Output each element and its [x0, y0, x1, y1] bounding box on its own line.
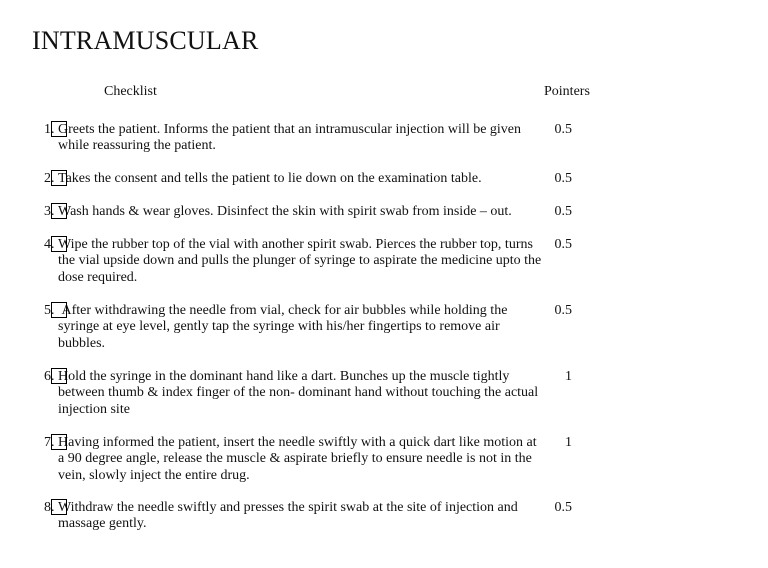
item-checkbox[interactable] — [51, 302, 67, 318]
page-title: INTRAMUSCULAR — [32, 26, 259, 55]
item-number: 7. — [44, 435, 55, 450]
item-checkbox[interactable] — [51, 236, 67, 252]
item-points: 1 — [565, 369, 572, 384]
item-text: Wash hands & wear gloves. Disinfect the skin with spirit swab from inside – out. — [58, 204, 512, 219]
item-points: 0.5 — [554, 204, 572, 219]
item-text: Wipe the rubber top of the vial with another spirit swab. Pierces the rubber top, turns the vial upside down and pulls the plunger of syringe to aspirate the medicine upto the dose required. — [58, 237, 542, 285]
item-number: 5. — [44, 303, 55, 318]
item-text: Takes the consent and tells the patient to lie down on the examination table. — [58, 171, 482, 186]
item-text: Withdraw the needle swiftly and presses the spirit swab at the site of injection and massage gently. — [58, 500, 518, 532]
item-checkbox[interactable] — [51, 170, 67, 186]
item-text: Hold the syringe in the dominant hand like a dart. Bunches up the muscle tightly between thumb & index finger of the non- dominant hand without touching the actual injection site — [58, 369, 539, 417]
item-checkbox[interactable] — [51, 203, 67, 219]
item-points: 0.5 — [554, 303, 572, 318]
item-points: 0.5 — [554, 122, 572, 137]
checklist-column-header: Checklist — [104, 84, 157, 99]
item-checkbox[interactable] — [51, 434, 67, 450]
item-text: Greets the patient. Informs the patient that an intramuscular injection will be given while reassuring the patient. — [58, 122, 522, 154]
item-text: After withdrawing the needle from vial, check for air bubbles while holding the syringe at eye level, gently tap the syringe with his/her fingertips to remove air bubbles. — [58, 303, 511, 351]
item-number: 2. — [44, 171, 55, 186]
item-points: 0.5 — [554, 500, 572, 515]
item-checkbox[interactable] — [51, 368, 67, 384]
item-number: 1. — [44, 122, 55, 137]
item-number: 4. — [44, 237, 55, 252]
item-checkbox[interactable] — [51, 499, 67, 515]
item-points: 0.5 — [554, 237, 572, 252]
item-points: 0.5 — [554, 171, 572, 186]
pointers-column-header: Pointers — [544, 84, 590, 99]
item-number: 6. — [44, 369, 55, 384]
item-number: 3. — [44, 204, 55, 219]
item-text: Having informed the patient, insert the needle swiftly with a quick dart like motion at a 90 degree angle, release the muscle & aspirate briefly to ensure needle is not in the vein, slowly inject the entire drug. — [58, 435, 537, 483]
item-number: 8. — [44, 500, 55, 515]
item-points: 1 — [565, 435, 572, 450]
item-checkbox[interactable] — [51, 121, 67, 137]
